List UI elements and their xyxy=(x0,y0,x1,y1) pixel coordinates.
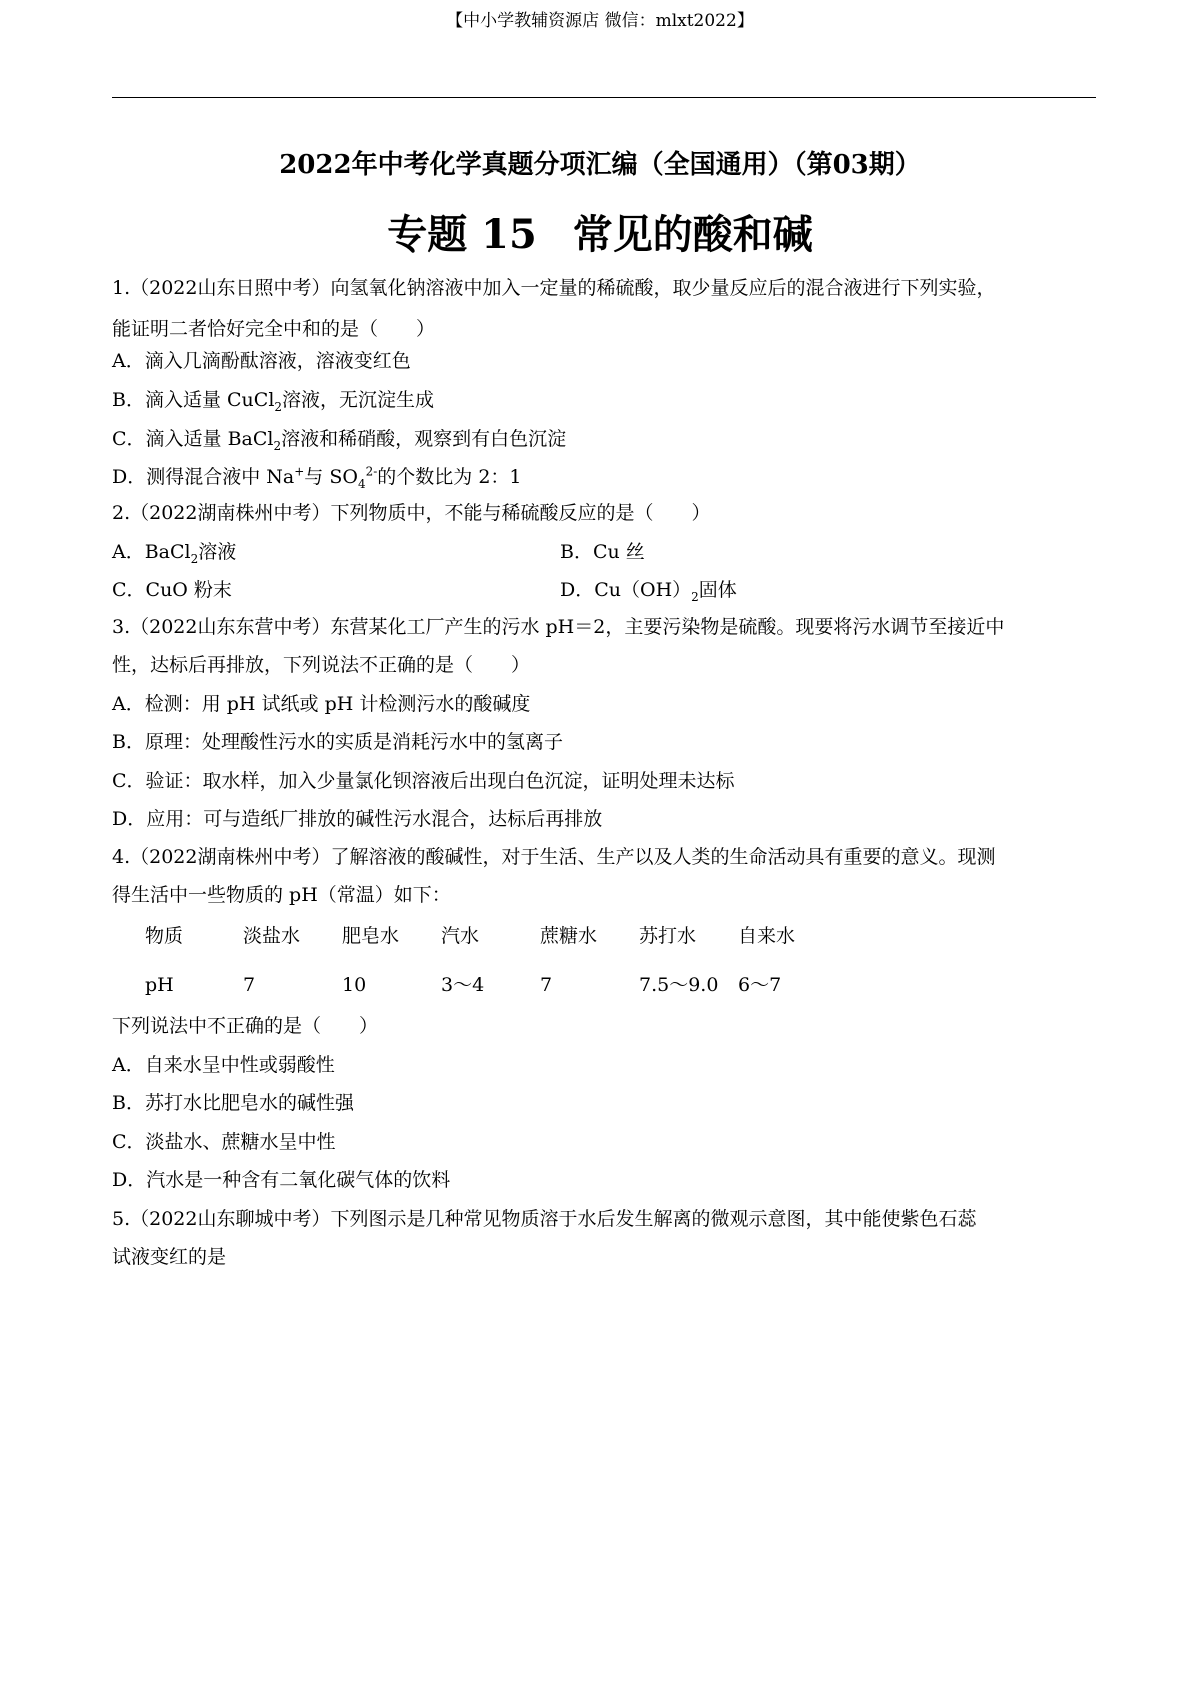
ph-table-header-cell: 蔗糖水 xyxy=(540,925,598,947)
q1-option-a: A．滴入几滴酚酞溶液，溶液变红色 xyxy=(112,350,411,372)
ph-table-value-cell: 3～4 xyxy=(441,974,485,996)
q4-option-c: C．淡盐水、蔗糖水呈中性 xyxy=(112,1131,336,1153)
q4-prompt: 下列说法中不正确的是（ ） xyxy=(112,1015,379,1037)
ph-table-header-cell: 苏打水 xyxy=(639,925,697,947)
q1-option-c: C．滴入适量 BaCl$_2$溶液和稀硝酸，观察到有白色沉淀 xyxy=(112,428,567,453)
q5-stem-line2: 试液变红的是 xyxy=(112,1246,227,1268)
q4-stem-line2: 得生活中一些物质的 pH（常温）如下： xyxy=(112,884,451,906)
q2-option-d: D．$Cu(OH)_2$固体 xyxy=(560,579,737,604)
page-header: 【中小学教辅资源店 微信：mlxt2022】 xyxy=(446,11,754,31)
q1-option-b: B．滴入适量 CuCl$_2$溶液，无沉淀生成 xyxy=(112,389,435,414)
topic-heading xyxy=(0,205,1200,265)
q4-stem-line1: 4.（2022湖南株州中考）了解溶液的酸碱性，对于生活、生产以及人类的生命活动具有重要的意义。现测 xyxy=(112,846,996,868)
q2-stem: 2.（2022湖南株州中考）下列物质中，不能与稀硫酸反应的是（ ） xyxy=(112,502,711,524)
q3-option-d: D．应用：可与造纸厂排放的碱性污水混合，达标后再排放 xyxy=(112,808,603,830)
ph-table-header-cell: 淡盐水 xyxy=(243,925,301,947)
ph-table-value-cell: 7 xyxy=(243,974,256,996)
q2-option-b: B．Cu 丝 xyxy=(560,541,645,563)
header-divider xyxy=(112,97,1096,98)
q3-option-c: C．验证：取水样，加入少量氯化钡溶液后出现白色沉淀，证明处理未达标 xyxy=(112,770,735,792)
q5-stem-line1: 5.（2022山东聊城中考）下列图示是几种常见物质溶于水后发生解离的微观示意图，其中能使紫色石蕊 xyxy=(112,1208,977,1230)
q3-stem-line2: 性，达标后再排放，下列说法不正确的是（ ） xyxy=(112,654,531,676)
q2-option-a: A．BaCl$_2$溶液 xyxy=(112,541,237,566)
q2-option-c: C．CuO 粉末 xyxy=(112,579,232,601)
ph-table-value-cell: 6～7 xyxy=(738,974,782,996)
topic-name: 常见的酸和碱 xyxy=(572,211,813,258)
q3-stem-line1: 3.（2022山东东营中考）东营某化工厂产生的污水 pH＝2，主要污染物是硫酸。现要将污水调节至接近中 xyxy=(112,616,1005,638)
q4-option-a: A．自来水呈中性或弱酸性 xyxy=(112,1054,335,1076)
q1-stem-line1: 1.（2022山东日照中考）向氢氧化钠溶液中加入一定量的稀硫酸，取少量反应后的混合液进行下列实验， xyxy=(112,277,996,299)
q3-option-b: B．原理：处理酸性污水的实质是消耗污水中的氢离子 xyxy=(112,731,563,753)
ph-table-header-cell: 自来水 xyxy=(738,925,796,947)
ph-table-value-cell: 7 xyxy=(540,974,553,996)
q1-stem-line2: 能证明二者恰好完全中和的是（ ） xyxy=(112,318,436,340)
q3-option-a: A．检测：用 pH 试纸或 pH 计检测污水的酸碱度 xyxy=(112,693,531,715)
topic-number: 专题 15 xyxy=(387,211,537,258)
ph-table-header-cell: 肥皂水 xyxy=(342,925,400,947)
ph-table-value-cell: 7.5～9.0 xyxy=(639,974,719,996)
ph-table-header-cell: 汽水 xyxy=(441,925,480,947)
q4-option-d: D．汽水是一种含有二氧化碳气体的饮料 xyxy=(112,1169,451,1191)
ph-table-header-cell: 物质 xyxy=(145,925,184,947)
q1-option-d: D．测得混合液中 Na+与 $SO_4^{2-}$的个数比为 2：1 xyxy=(112,464,522,491)
ph-table-value-cell: 10 xyxy=(342,974,367,996)
ph-table-value-cell: pH xyxy=(145,974,174,996)
q4-option-b: B．苏打水比肥皂水的碱性强 xyxy=(112,1092,354,1114)
document-title: 2022年中考化学真题分项汇编（全国通用）（第03期） xyxy=(279,150,921,180)
